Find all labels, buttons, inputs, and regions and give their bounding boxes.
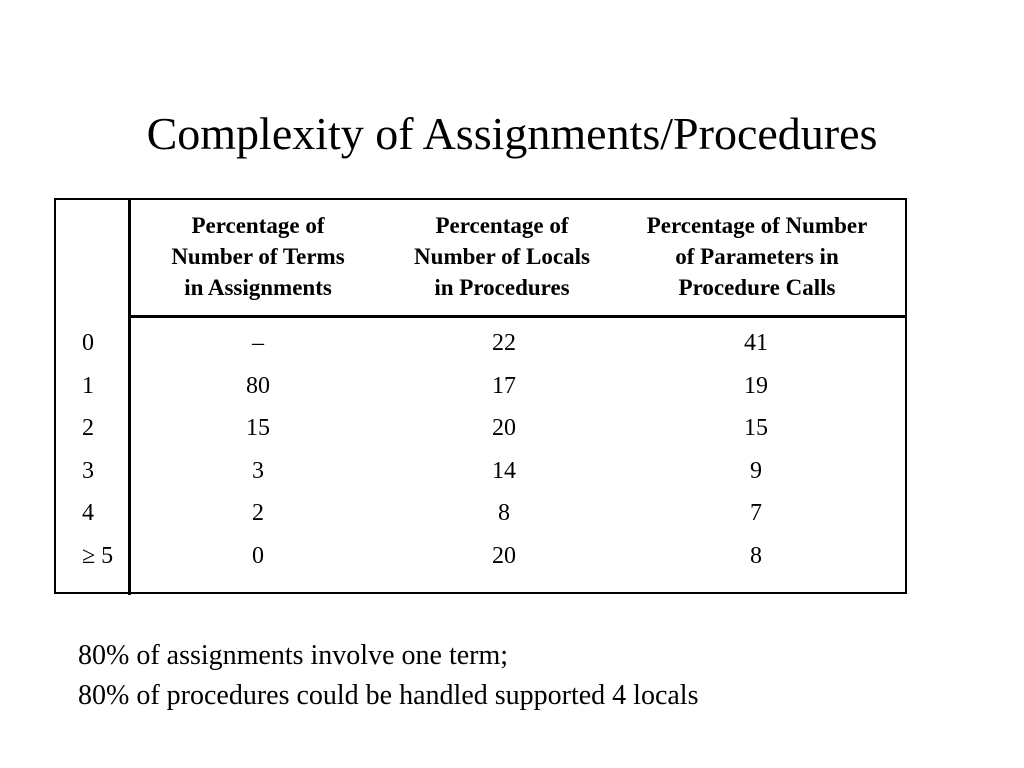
- row-label: 4: [82, 500, 94, 526]
- row-label: 3: [82, 457, 94, 484]
- terms-cell: 3: [252, 457, 264, 484]
- summary-notes: [78, 636, 698, 716]
- row-label: ≥ 5: [82, 542, 114, 569]
- terms-cell: 15: [246, 415, 270, 441]
- note-line: 80% of assignments involve one term;: [78, 640, 509, 671]
- table-row: [54, 407, 907, 450]
- locals-cell: 20: [492, 542, 516, 569]
- table-row: [54, 450, 907, 493]
- column-header-locals: Percentage of Number of Locals in Procedures: [414, 213, 590, 300]
- terms-cell: 2: [252, 500, 264, 526]
- header-rule: [130, 315, 907, 318]
- locals-cell: 17: [492, 372, 516, 399]
- slide-title: Complexity of Assignments/Procedures: [146, 108, 878, 159]
- terms-cell: 0: [252, 542, 264, 569]
- column-header-terms: Percentage of Number of Terms in Assignments: [171, 213, 345, 300]
- table-row: [54, 322, 907, 365]
- table-body: [54, 322, 907, 577]
- params-cell: 19: [744, 372, 768, 399]
- table-row: [54, 492, 907, 535]
- locals-cell: 22: [492, 330, 516, 356]
- row-label: 0: [82, 330, 94, 356]
- params-cell: 9: [750, 457, 762, 484]
- params-cell: 7: [750, 500, 762, 526]
- locals-cell: 20: [492, 415, 516, 441]
- row-label: 2: [82, 415, 94, 441]
- params-cell: 8: [750, 542, 762, 569]
- table-row: [54, 535, 907, 578]
- params-cell: 41: [744, 330, 768, 356]
- locals-cell: 14: [492, 457, 516, 484]
- row-label: 1: [82, 372, 94, 399]
- column-header-parameters: Percentage of Number of Parameters in Procedure Calls: [646, 213, 868, 300]
- table-row: [54, 365, 907, 408]
- params-cell: 15: [744, 415, 768, 441]
- terms-cell: –: [252, 330, 264, 356]
- note-line: 80% of procedures could be handled supported 4 locals: [78, 680, 699, 711]
- terms-cell: 80: [246, 372, 270, 399]
- locals-cell: 8: [498, 500, 510, 526]
